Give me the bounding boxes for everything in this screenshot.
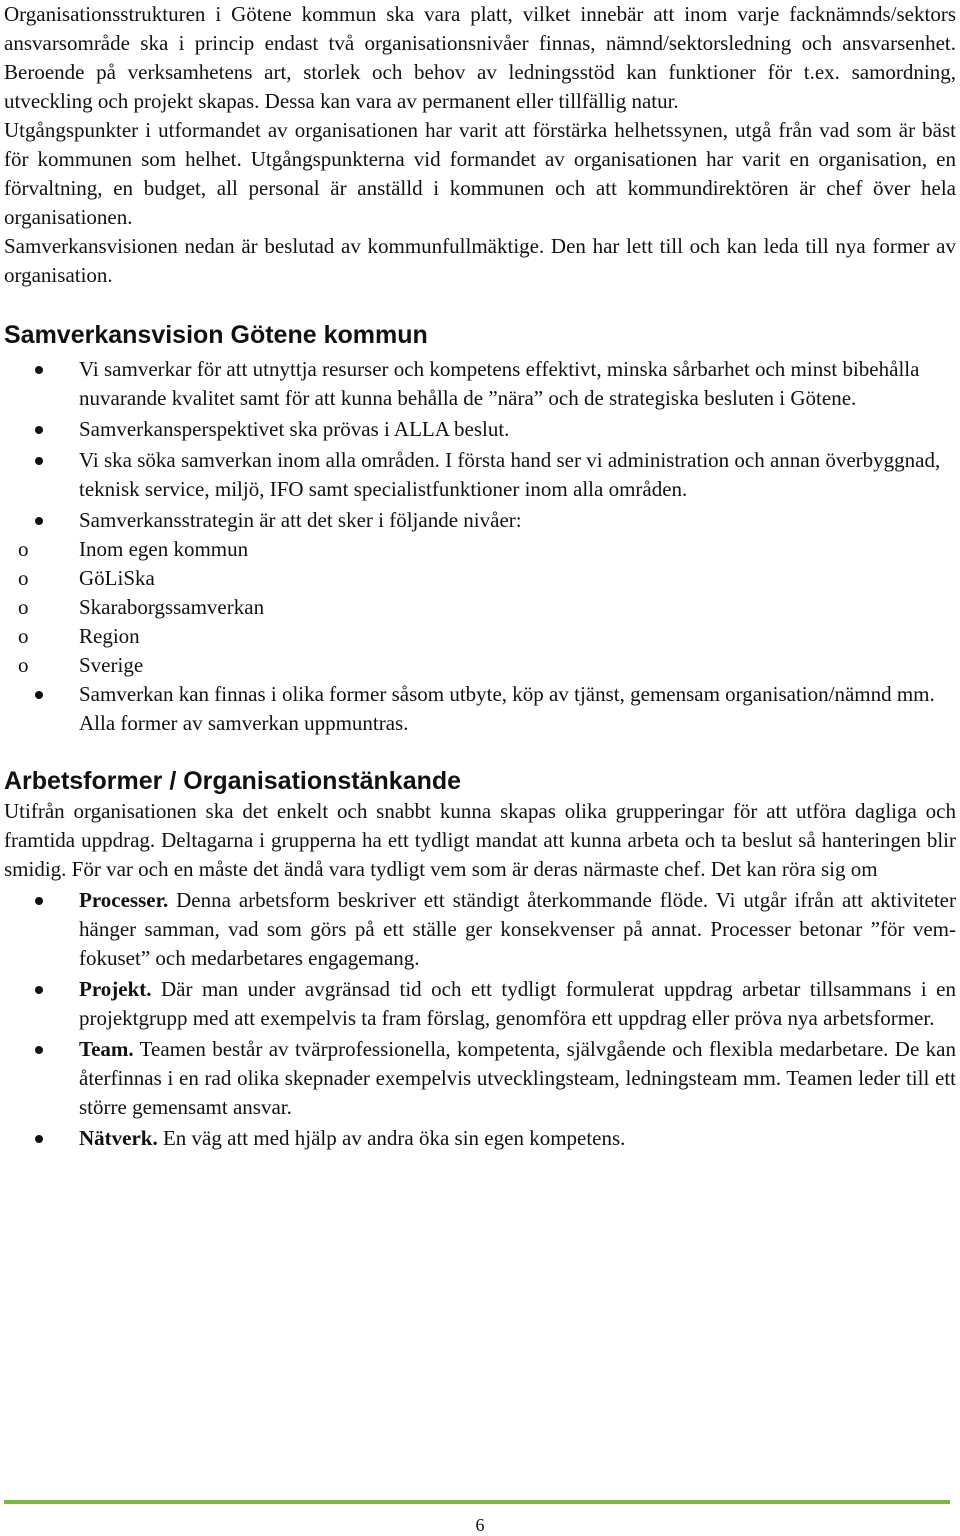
item-lead: Team. — [79, 1037, 134, 1061]
bullet-text: Samverkansstrategin är att det sker i följande nivåer: — [79, 508, 522, 532]
bullet-icon — [35, 691, 43, 699]
bullet-icon — [35, 1046, 43, 1054]
bullet-icon — [35, 986, 43, 994]
list-item — [4, 593, 956, 622]
level-text: Sverige — [79, 653, 144, 677]
bullet-icon — [35, 1135, 43, 1143]
bullet-icon — [35, 426, 43, 434]
intro-paragraph-1: Organisationsstrukturen i Götene kommun ska vara platt, vilket innebär att inom varje facknämnds/sektors ansvarsområde ska i princip endast två organisationsnivåer finnas, nämnd/sektorsledning och ansvarsenhet. Beroende på verksamhetens art, storlek och behov av ledningsstöd kan funktioner för t.ex. samordning, utveckling och projekt skapas. Dessa kan vara av permanent eller tillfällig natur. — [4, 2, 956, 113]
list-item — [4, 564, 956, 593]
bullet-icon — [35, 366, 43, 374]
item-body: Denna arbetsform beskriver ett ständigt återkommande flöde. Vi utgår ifrån att aktiviteter hänger samman, vad som görs på ett ställe ger konsekvenser på annat. Processer betonar ”för vem-fokuset” och medarbetares engagemang. — [79, 888, 956, 970]
level-text: Skaraborgssamverkan — [79, 595, 265, 619]
page-number: 6 — [475, 1515, 485, 1535]
strategy-levels-list — [4, 535, 956, 680]
footer-rule — [4, 1500, 950, 1504]
list-item — [4, 446, 956, 504]
list-item — [4, 415, 956, 444]
item-body: Där man under avgränsad tid och ett tydligt formulerat uppdrag arbetar tillsammans i en projektgrupp med att exempelvis ta fram förslag, genomföra ett uppdrag eller pröva nya arbetsformer. — [79, 977, 956, 1030]
sub-bullet-marker: o — [18, 595, 29, 619]
list-item — [4, 1035, 956, 1122]
list-item — [4, 680, 956, 738]
item-lead: Nätverk. — [79, 1126, 158, 1150]
item-body: En väg att med hjälp av andra öka sin egen kompetens. — [157, 1126, 626, 1150]
list-item — [4, 651, 956, 680]
bullet-text: Vi ska söka samverkan inom alla områden. I första hand ser vi administration och annan överbyggnad, teknisk service, miljö, IFO samt specialistfunktioner inom alla områden. — [79, 448, 941, 501]
work-forms-list — [4, 886, 956, 1153]
level-text: GöLiSka — [79, 566, 155, 590]
level-text: Inom egen kommun — [79, 537, 249, 561]
sub-bullet-marker: o — [18, 624, 29, 648]
section-heading-samverkansvision: Samverkansvision Götene kommun — [4, 321, 428, 349]
list-item — [4, 535, 956, 564]
list-item — [4, 506, 956, 535]
list-item — [4, 1124, 956, 1153]
bullet-text — [79, 1035, 956, 1122]
level-text: Region — [79, 624, 140, 648]
intro-paragraph-3: Samverkansvisionen nedan är beslutad av kommunfullmäktige. Den har lett till och kan leda till nya former av organisation. — [4, 234, 956, 287]
item-lead: Projekt. — [79, 977, 152, 1001]
intro-paragraph-2: Utgångspunkter i utformandet av organisationen har varit att förstärka helhetssynen, utgå från vad som är bäst för kommunen som helhet. Utgångspunkterna vid formandet av organisationen har varit en organisation, en förvaltning, en budget, all personal är anställd i kommunen och att kommundirektören är chef över hela organisationen. — [4, 118, 956, 229]
bullet-text: Samverkan kan finnas i olika former såsom utbyte, köp av tjänst, gemensam organisation/nämnd mm. Alla former av samverkan uppmuntras. — [79, 682, 935, 735]
bullet-text — [79, 1124, 956, 1153]
sub-bullet-marker: o — [18, 537, 29, 561]
list-item — [4, 886, 956, 973]
bullet-icon — [35, 897, 43, 905]
page-content — [4, 0, 956, 1153]
sub-bullet-marker: o — [18, 566, 29, 590]
list-item — [4, 622, 956, 651]
bullet-icon — [35, 517, 43, 525]
bullet-text: Samverkansperspektivet ska prövas i ALLA beslut. — [79, 417, 510, 441]
arbetsformer-intro: Utifrån organisationen ska det enkelt och snabbt kunna skapas olika grupperingar för att utföra dagliga och framtida uppdrag. Deltagarna i grupperna ha ett tydligt mandat att kunna arbeta och ta beslut så hanteringen blir smidig. För var och en måste det ändå vara tydligt vem som är deras närmaste chef. Det kan röra sig om — [4, 799, 956, 881]
list-item — [4, 975, 956, 1033]
list-item — [4, 355, 956, 413]
vision-bullet-list-tail — [4, 680, 956, 738]
vision-bullet-list — [4, 355, 956, 535]
bullet-text — [79, 975, 956, 1033]
bullet-text: Vi samverkar för att utnyttja resurser och kompetens effektivt, minska sårbarhet och minst bibehålla nuvarande kvalitet samt för att kunna behålla de ”nära” och de strategiska besluten i Götene. — [79, 357, 920, 410]
item-body: Teamen består av tvärprofessionella, kompetenta, självgående och flexibla medarbetare. De kan återfinnas i en rad olika skepnader exempelvis utvecklingsteam, ledningsteam mm. Teamen leder till ett större gemensamt ansvar. — [79, 1037, 956, 1119]
section-heading-arbetsformer: Arbetsformer / Organisationstänkande — [4, 767, 462, 795]
item-lead: Processer. — [79, 888, 169, 912]
bullet-icon — [35, 457, 43, 465]
sub-bullet-marker: o — [18, 653, 29, 677]
bullet-text — [79, 886, 956, 973]
